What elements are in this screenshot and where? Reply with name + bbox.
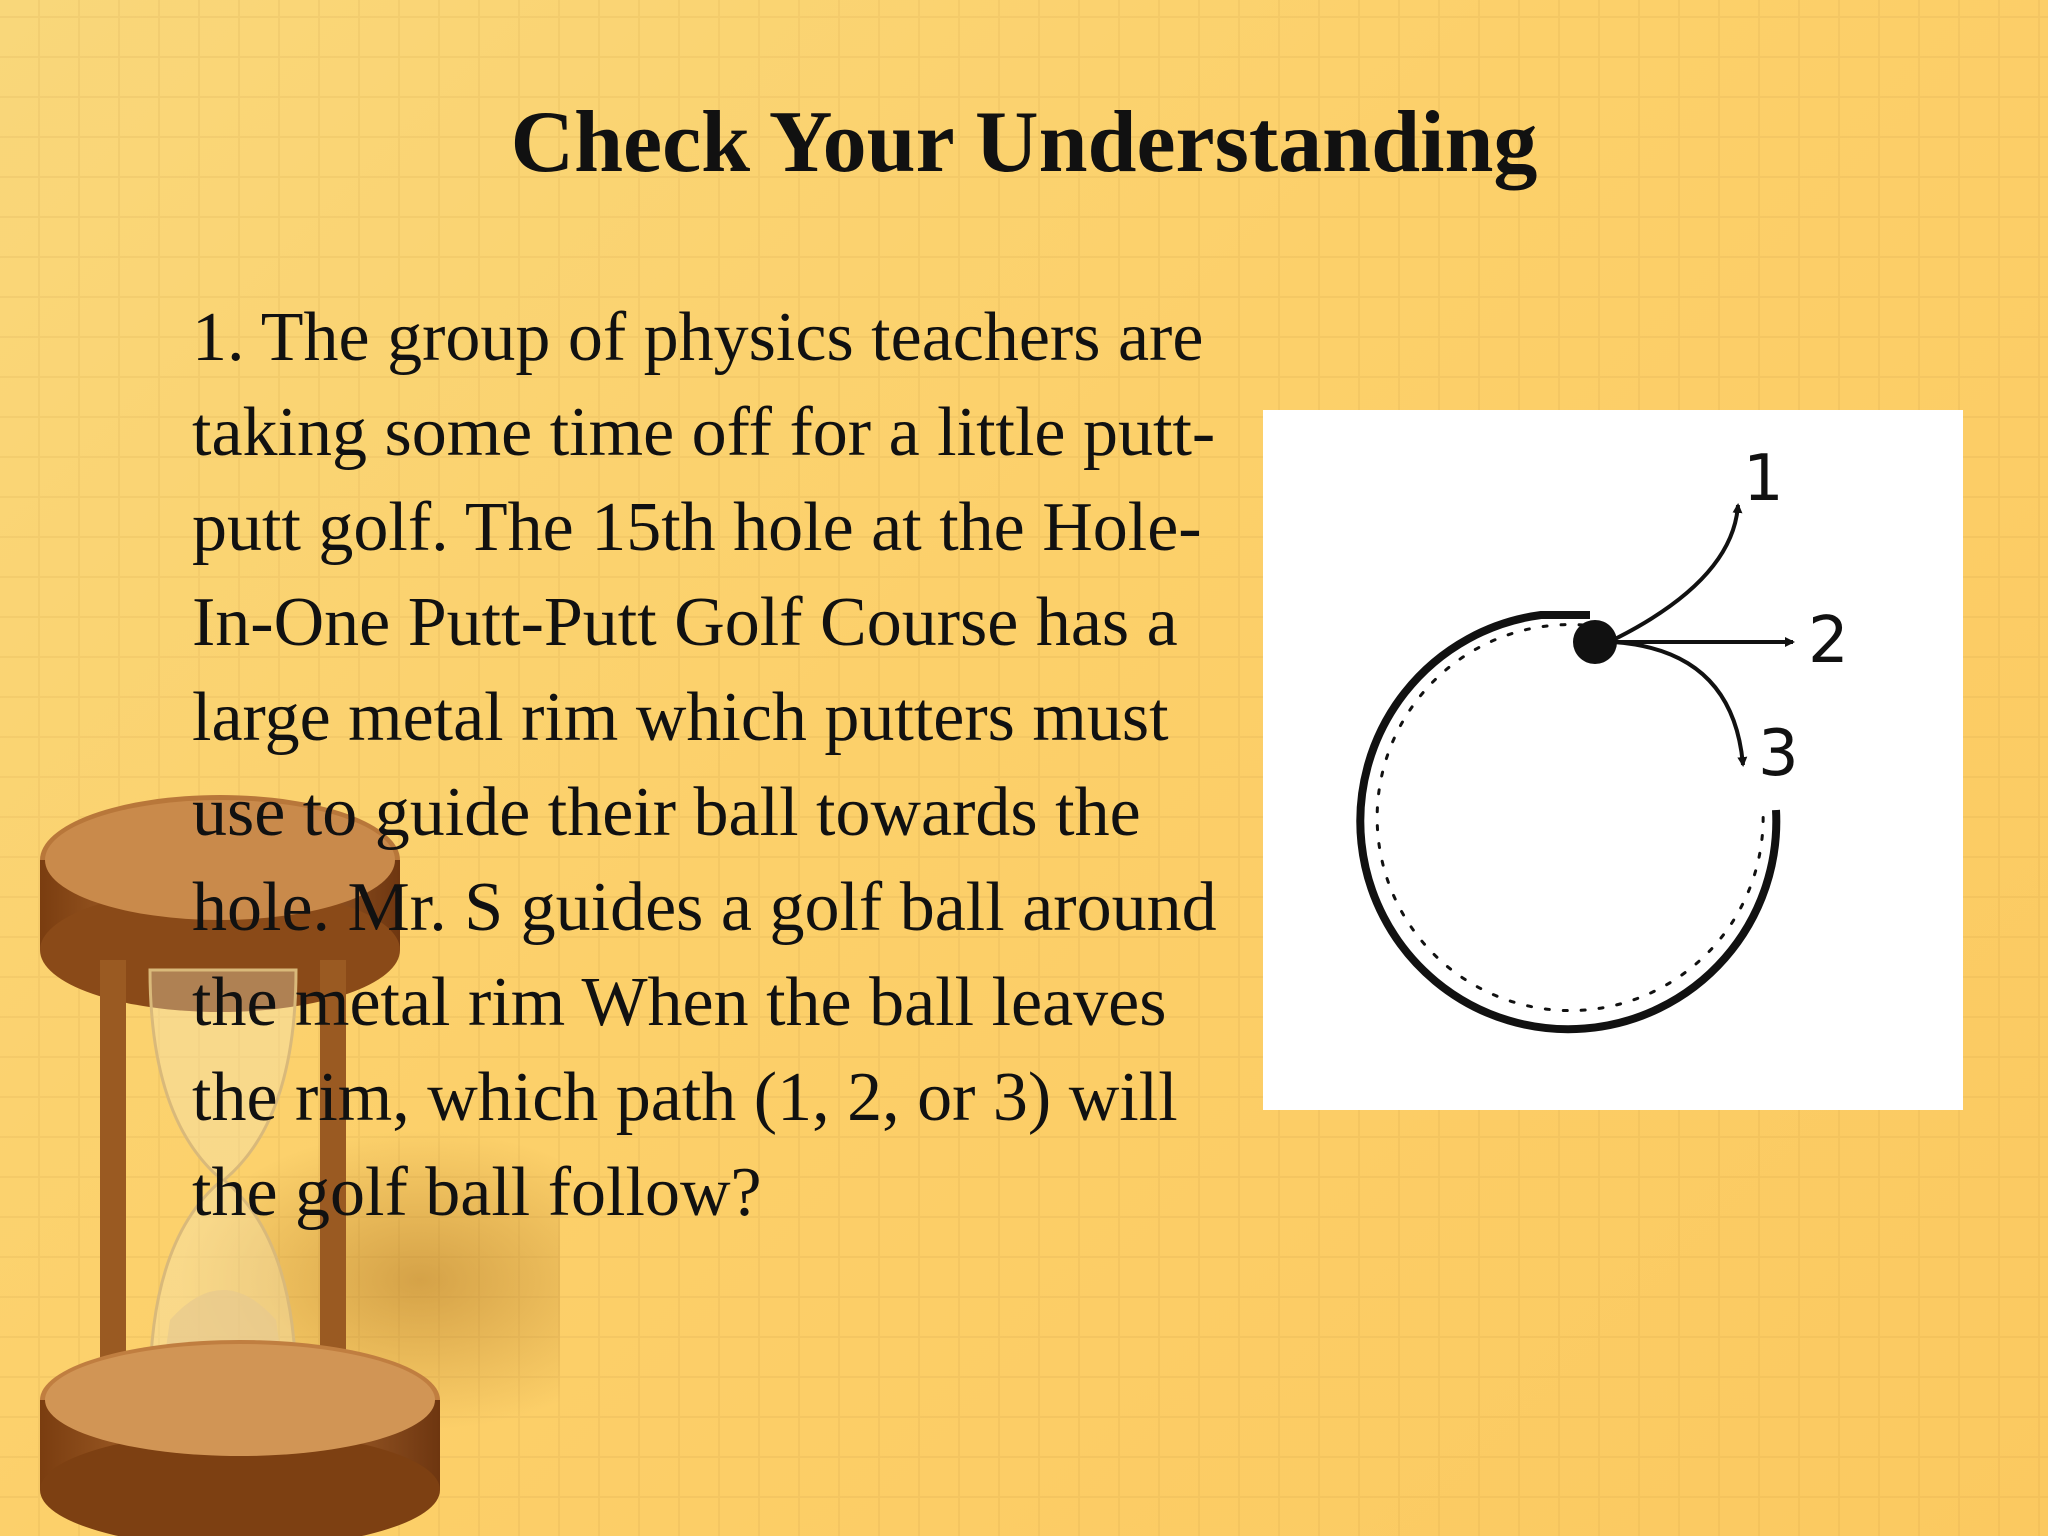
path-3-arrow [1613,642,1743,765]
rim-diagram [1263,410,1963,1110]
path-1-arrow [1613,505,1738,640]
path-label-3: 3 [1758,717,1799,791]
golf-ball [1573,620,1617,664]
ball-track-dotted [1377,625,1763,1011]
rim-diagram-svg [1263,410,1963,1110]
metal-rim [1360,615,1776,1029]
path-label-2: 2 [1808,604,1849,678]
slide-title: Check Your Understanding [510,94,1538,191]
path-label-1: 1 [1743,442,1784,516]
question-text: 1. The group of physics teachers are taking some time off for a little putt-putt golf. The 15th hole at the Hole-In-One Putt-Putt Golf Course has a large metal rim which putters must use to guide their ball towards the hole. Mr. S guides a golf ball around the metal rim When the ball leaves the rim, which path (1, 2, or 3) will the golf ball follow? [192,299,1217,1231]
